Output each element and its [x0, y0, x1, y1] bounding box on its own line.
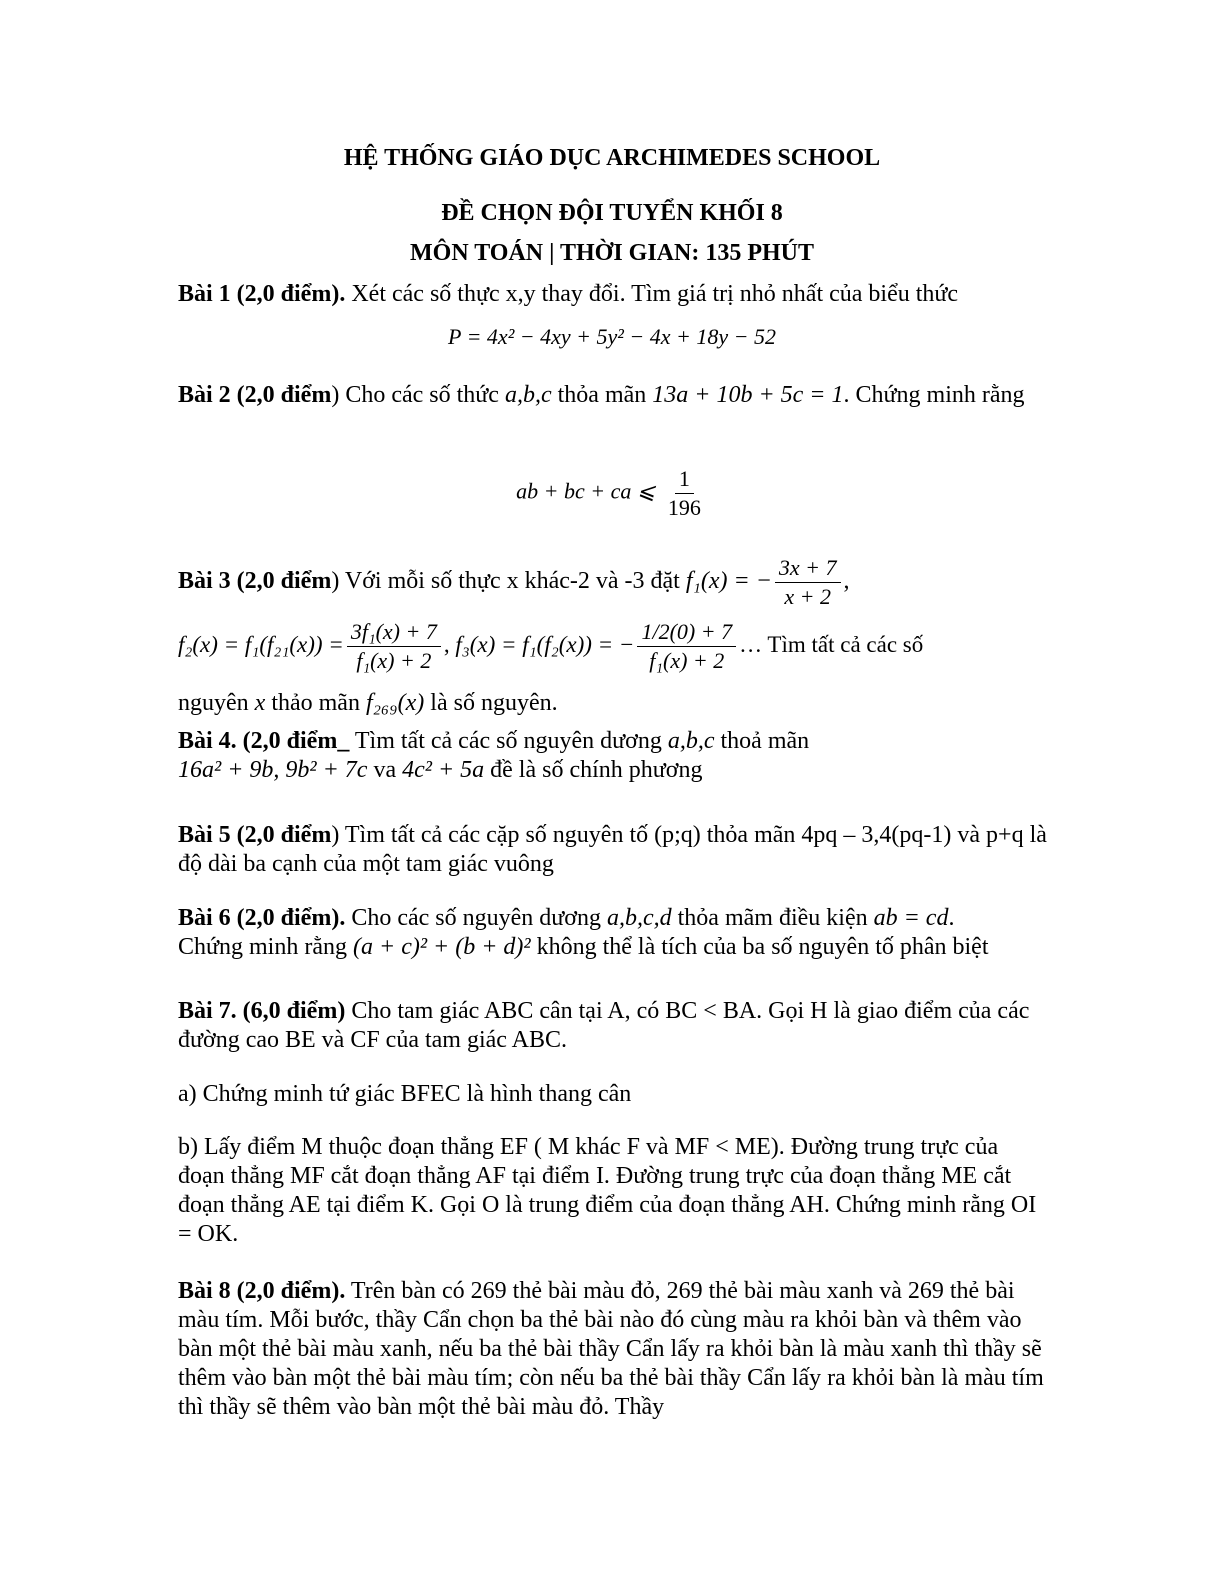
f2-definition: f₂(x) = f₁(f₂₁(x)) =: [178, 632, 344, 657]
problem-3-line-1: Bài 3 (2,0 điểm) Với mỗi số thực x khác-2 và -3 đặt f₁(x) = − $\frac{3x + 7}{x + 2}$ ,: [178, 554, 850, 609]
problem-5: Bài 5 (2,0 điểm) Tìm tất cả các cặp số nguyên tố (p;q) thỏa mãn 4pq – 3,4(pq-1) và p+q là độ dài ba cạnh của một tam giác vuông: [178, 822, 1047, 877]
problem-3-line-2: f₂(x) = f₁(f₂₁(x)) = $\frac{\text{3f₁(x) + 7}}{\text{f₁(x) + 2}}$ , f₃(x) = f₁(f₂(x)) = − $\frac{1/2(0) + 7}{\text{f₁(x) + 2}}$ … Tìm tất cả các số: [178, 619, 924, 674]
problem-6-expression: (a + c)² + (b + d)²: [353, 934, 531, 960]
problem-8-label: Bài 8 (2,0 điểm).: [178, 1278, 346, 1304]
f269-expression: f₂₆₉(x): [365, 690, 425, 716]
problem-6-label: Bài 6 (2,0 điểm).: [178, 905, 346, 931]
problem-7-label: Bài 7. (6,0 điểm): [178, 998, 346, 1024]
problem-2-inequality: [0, 466, 1224, 521]
problem-1: [178, 280, 1048, 309]
problem-5-label: Bài 5 (2,0 điểm: [178, 822, 332, 848]
exam-subject-time: MÔN TOÁN | THỜI GIAN: 135 PHÚT: [410, 240, 814, 266]
problem-1-label: Bài 1 (2,0 điểm).: [178, 281, 346, 307]
problem-2: Bài 2 (2,0 điểm) Cho các số thức a,b,c thỏa mãn 13a + 10b + 5c = 1. Chứng minh rằng: [178, 382, 1025, 408]
problem-7-part-b: b) Lấy điểm M thuộc đoạn thẳng EF ( M khác F và MF < ME). Đường trung trực của đoạn thẳng MF cắt đoạn thẳng AF tại điểm I. Đường trung trực của đoạn thẳng ME cắt đoạn thẳng AE tại điểm K. Gọi O là trung điểm của đoạn thẳng AH. Chứng minh rằng OI = OK.: [178, 1134, 1037, 1247]
f3-definition: f₃(x) = f₁(f₂(x)) = −: [455, 632, 635, 657]
problem-4: Bài 4. (2,0 điểm_ Tìm tất cả các số nguyên dương a,b,c thoả mãn 16a² + 9b, 9b² + 7c va 4c² + 5a đề là số chính phương: [178, 728, 810, 783]
problem-8-text: Trên bàn có 269 thẻ bài màu đỏ, 269 thẻ bài màu xanh và 269 thẻ bài màu tím. Mỗi bước, thầy Cẩn chọn ba thẻ bài nào đó cùng màu ra khỏi bàn và thêm vào bàn một thẻ bài màu xanh, nếu ba thẻ bài thầy Cẩn lấy ra khỏi bàn là màu xanh thì thầy sẽ thêm vào bàn một thẻ bài màu tím; còn nếu ba thẻ bài thầy Cẩn lấy ra khỏi bàn là màu tím thì thầy sẽ thêm vào bàn một thẻ bài màu đỏ. Thầy: [178, 1278, 1044, 1420]
problem-3-line-3: nguyên x thảo mãn f₂₆₉(x) là số nguyên.: [178, 690, 558, 716]
problem-4-label: Bài 4. (2,0 điểm_: [178, 728, 350, 754]
school-name: HỆ THỐNG GIÁO DỤC ARCHIMEDES SCHOOL: [343, 145, 881, 171]
problem-2-label: Bài 2 (2,0 điểm: [178, 382, 332, 408]
problem-8: [178, 1277, 1048, 1422]
problem-5-text: Tìm tất cả các cặp số nguyên tố (p;q) thỏa mãn 4pq – 3,4(pq-1) và p+q là độ dài ba cạnh của một tam giác vuông: [178, 822, 1047, 877]
problem-6-condition: ab = cd: [873, 905, 949, 931]
problem-3-label: Bài 3 (2,0 điểm: [178, 568, 332, 594]
problem-6: Bài 6 (2,0 điểm). Cho các số nguyên dương a,b,c,d thỏa mãm điều kiện ab = cd. Chứng minh rằng (a + c)² + (b + d)² không thể là tích của ba số nguyên tố phân biệt: [178, 905, 989, 960]
f1-fraction: $\frac{3x + 7}{x + 2}$: [775, 555, 841, 610]
problem-4-expr-2: 4c² + 5a: [402, 757, 485, 783]
problem-7: [178, 997, 1048, 1055]
problem-2-lhs: ab + bc + ca ⩽: [516, 478, 656, 504]
problem-7-text: Cho tam giác ABC cân tại A, có BC < BA. Gọi H là giao điểm của các đường cao BE và CF của tam giác ABC.: [178, 998, 1030, 1053]
f1-definition: f₁(x) = −: [685, 568, 772, 594]
problem-2-condition: 13a + 10b + 5c = 1: [652, 382, 844, 408]
problem-1-text: Xét các số thực x,y thay đổi. Tìm giá trị nhỏ nhất của biểu thức: [345, 281, 959, 307]
f2-fraction: $\frac{\text{3f₁(x) + 7}}{\text{f₁(x) + 2}}$: [347, 619, 441, 674]
problem-2-fraction: $\frac{1}{196}$: [667, 466, 701, 520]
problem-1-formula: P = 4x² − 4xy + 5y² − 4x + 18y − 52: [448, 324, 776, 349]
problem-2-vars: a,b,c: [504, 382, 552, 408]
exam-title: ĐỀ CHỌN ĐỘI TUYỂN KHỐI 8: [441, 200, 783, 226]
problem-7-part-a: a) Chứng minh tứ giác BFEC là hình thang cân: [178, 1081, 632, 1107]
f3-fraction: $\frac{1/2(0) + 7}{\text{f₁(x) + 2}}$: [637, 619, 736, 674]
problem-4-expr-1: 16a² + 9b, 9b² + 7c: [178, 757, 368, 783]
